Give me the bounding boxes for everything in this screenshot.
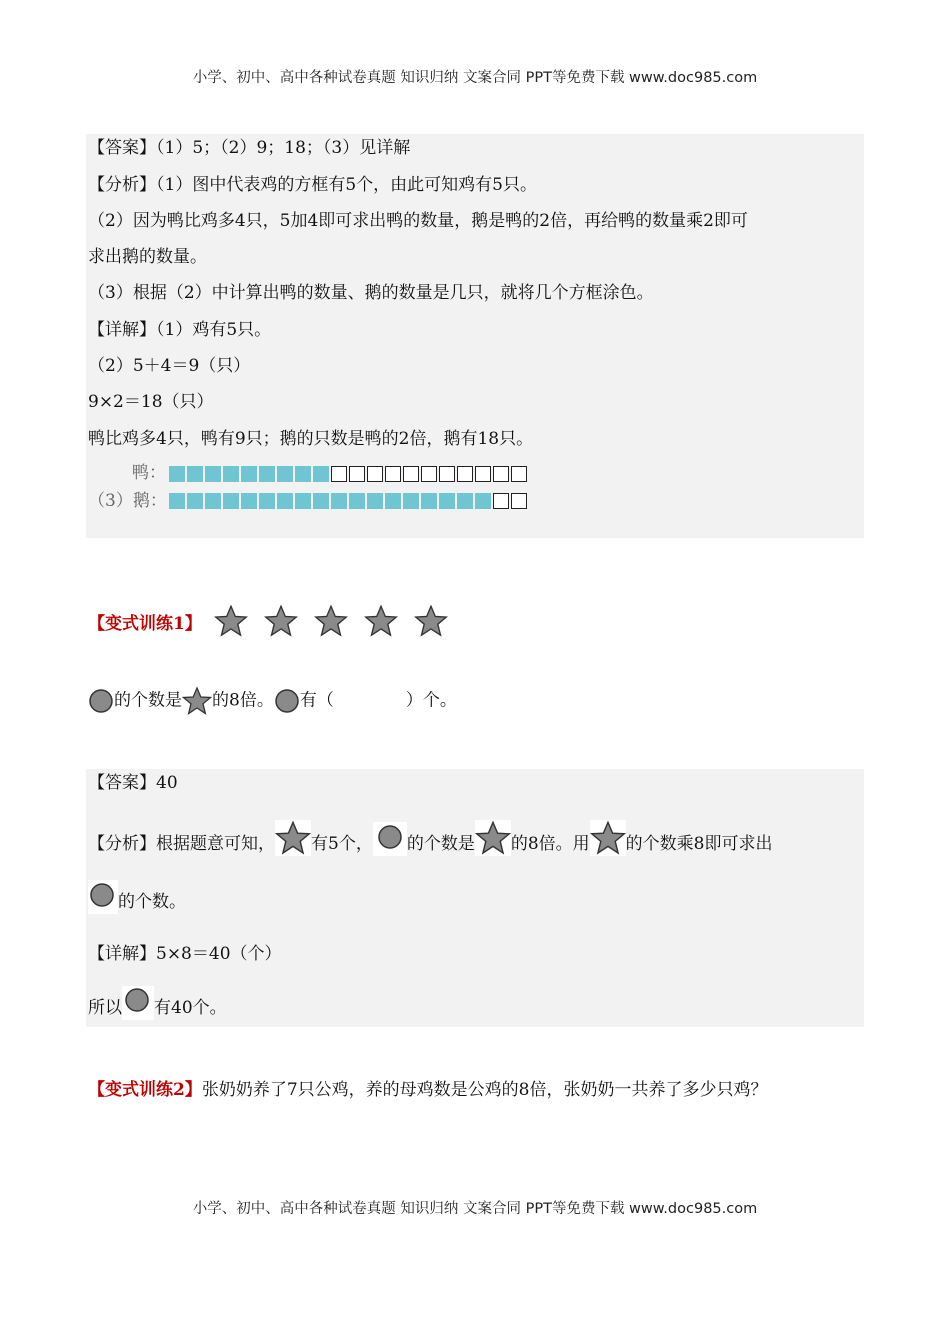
goose-filled-box — [187, 493, 203, 509]
duck-empty-box — [331, 466, 347, 482]
practice1-question — [88, 686, 457, 716]
duck-empty-box — [403, 466, 419, 482]
p1-analysis-a: 【分析】根据题意可知， — [88, 834, 275, 854]
star-icon — [275, 820, 311, 856]
goose-filled-box — [295, 493, 311, 509]
page-header: 小学、初中、高中各种试卷真题 知识归纳 文案合同 PPT等免费下载 www.doc985.com — [192, 70, 758, 86]
p1-analysis-c: 的个数是 — [406, 834, 475, 854]
duck-filled-box — [187, 466, 203, 482]
question-text-d: ）个。 — [405, 690, 457, 711]
practice2 — [88, 1078, 767, 1102]
goose-filled-box — [385, 493, 401, 509]
practice2-title: 【变式训练2】 — [88, 1080, 202, 1100]
star-icon — [264, 604, 298, 643]
goose-filled-box — [223, 493, 239, 509]
goose-box-row — [169, 493, 527, 509]
p1-answer: 【答案】40 — [88, 773, 178, 793]
detail-line-2: （2）5＋4＝9（只） — [88, 356, 251, 376]
detail-line-3: 9×2＝18（只） — [88, 392, 214, 412]
p1-conclusion — [88, 986, 227, 1020]
star-icon — [182, 686, 212, 716]
goose-filled-box — [349, 493, 365, 509]
duck-empty-box — [439, 466, 455, 482]
p1-so-b: 有40个。 — [154, 998, 227, 1018]
duck-empty-box — [493, 466, 509, 482]
duck-filled-box — [313, 466, 329, 482]
goose-filled-box — [259, 493, 275, 509]
circle-icon — [88, 880, 118, 914]
goose-filled-box — [475, 493, 491, 509]
duck-empty-box — [511, 466, 527, 482]
goose-filled-box — [169, 493, 185, 509]
p1-detail: 【详解】5×8＝40（个） — [88, 944, 282, 964]
star-icon — [475, 820, 511, 856]
goose-filled-box — [367, 493, 383, 509]
duck-box-row — [169, 466, 527, 482]
p1-analysis-cont — [88, 880, 186, 914]
duck-empty-box — [475, 466, 491, 482]
duck-empty-box — [367, 466, 383, 482]
circle-icon — [274, 688, 300, 714]
goose-filled-box — [313, 493, 329, 509]
circle-icon — [88, 688, 114, 714]
duck-empty-box — [457, 466, 473, 482]
goose-filled-box — [421, 493, 437, 509]
star-icon — [314, 604, 348, 643]
p1-analysis-d: 的8倍。用 — [510, 834, 590, 854]
goose-filled-box — [331, 493, 347, 509]
question-text-c: 有（ — [299, 690, 334, 711]
p1-so-a: 所以 — [88, 998, 122, 1018]
goose-empty-box — [493, 493, 509, 509]
goose-filled-box — [457, 493, 473, 509]
p1-analysis-e: 的个数乘8即可求出 — [625, 834, 773, 854]
analysis-line-2: （2）因为鸭比鸡多4只，5加4即可求出鸭的数量，鹅是鸭的2倍，再给鸭的数量乘2即可 — [88, 211, 748, 231]
duck-empty-box — [421, 466, 437, 482]
analysis-line-2b: 求出鹅的数量。 — [88, 247, 207, 267]
goose-filled-box — [241, 493, 257, 509]
p1-analysis-b: 有5个， — [311, 834, 373, 854]
goose-filled-box — [205, 493, 221, 509]
p1-analysis-f: 的个数。 — [118, 892, 186, 912]
duck-filled-box — [259, 466, 275, 482]
practice2-text: 张奶奶养了7只公鸡，养的母鸡数是公鸡的8倍，张奶奶一共养了多少只鸡？ — [201, 1080, 768, 1100]
duck-filled-box — [223, 466, 239, 482]
duck-empty-box — [349, 466, 365, 482]
goose-empty-box — [511, 493, 527, 509]
answer-line: 【答案】（1）5；（2）9；18；（3）见详解 — [88, 138, 411, 158]
circle-icon — [373, 822, 407, 856]
page-footer: 小学、初中、高中各种试卷真题 知识归纳 文案合同 PPT等免费下载 www.doc985.com — [192, 1201, 758, 1217]
duck-filled-box — [295, 466, 311, 482]
duck-filled-box — [169, 466, 185, 482]
circle-icon — [122, 986, 154, 1020]
p1-analysis — [88, 820, 772, 856]
goose-filled-box — [403, 493, 419, 509]
duck-empty-box — [385, 466, 401, 482]
star-icon — [364, 604, 398, 643]
star-icon — [214, 604, 248, 643]
duck-filled-box — [241, 466, 257, 482]
goose-filled-box — [277, 493, 293, 509]
star-icon — [590, 820, 626, 856]
duck-filled-box — [205, 466, 221, 482]
question-text-b: 的8倍。 — [212, 690, 274, 711]
star-icon — [414, 604, 448, 643]
goose-label: （3）鹅： — [88, 491, 167, 511]
duck-label: 鸭： — [132, 463, 166, 483]
goose-filled-box — [439, 493, 455, 509]
detail-line-4: 鸭比鸡多4只，鸭有9只；鹅的只数是鸭的2倍，鹅有18只。 — [88, 429, 534, 449]
analysis-line-3: （3）根据（2）中计算出鸭的数量、鹅的数量是几只，就将几个方框涂色。 — [88, 283, 654, 303]
duck-filled-box — [277, 466, 293, 482]
question-text-a: 的个数是 — [114, 690, 182, 711]
detail-line-1: 【详解】（1）鸡有5只。 — [88, 320, 272, 340]
star-row — [214, 604, 448, 643]
analysis-line-1: 【分析】（1）图中代表鸡的方框有5个，由此可知鸡有5只。 — [88, 175, 537, 195]
practice1-title: 【变式训练1】 — [88, 614, 202, 634]
